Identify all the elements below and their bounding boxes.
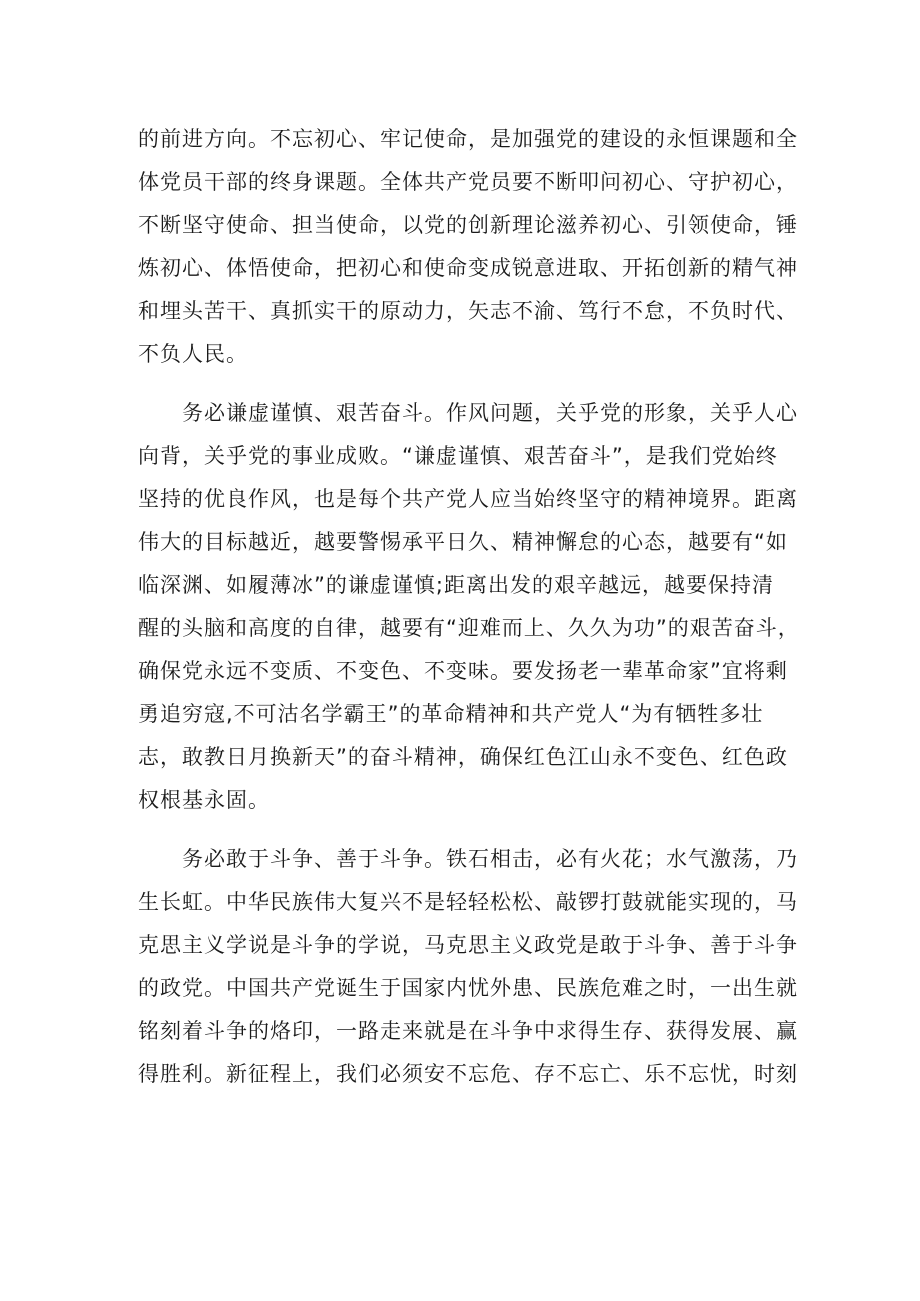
text-line: 临深渊、如履薄冰”的谦虚谨慎;距离出发的艰辛越远，越要保持清 [138,573,774,597]
text-line: 不断坚守使命、担当使命，以党的创新理论滋养初心、引领使命，锤 [138,213,798,237]
paragraph-1 [138,118,808,376]
document-body [138,118,808,1096]
text-line: 得胜利。新征程上，我们必须安不忘危、存不忘亡、乐不忘忧，时刻 [138,1062,798,1086]
text-line: 坚持的优良作风，也是每个共产党人应当始终坚守的精神境界。距离 [138,487,798,511]
text-line: 志，敢教日月换新天”的奋斗精神，确保红色江山永不变色、红色政 [138,745,788,769]
text-line: 不负人民。 [138,342,248,366]
text-line: 勇追穷寇,不可沽名学霸王”的革命精神和共产党人“为有牺牲多壮 [138,702,764,726]
text-line: 炼初心、体悟使命，把初心和使命变成锐意进取、开拓创新的精气神 [138,256,798,280]
text-line: 的政党。中国共产党诞生于国家内忧外患、民族危难之时，一出生就 [138,976,798,1000]
text-line: 伟大的目标越近，越要警惕承平日久、精神懈怠的心态，越要有“如 [138,530,788,554]
paragraph-3 [138,838,808,1096]
text-line: 务必敢于斗争、善于斗争。铁石相击，必有火花；水气激荡，乃 [138,847,798,871]
text-line: 生长虹。中华民族伟大复兴不是轻轻松松、敲锣打鼓就能实现的，马 [138,890,798,914]
text-line: 克思主义学说是斗争的学说，马克思主义政党是敢于斗争、善于斗争 [138,933,798,957]
paragraph-2 [138,392,808,822]
text-line: 和埋头苦干、真抓实干的原动力，矢志不渝、笃行不怠，不负时代、 [138,299,798,323]
text-line: 醒的头脑和高度的自律，越要有“迎难而上、久久为功”的艰苦奋斗， [138,616,800,640]
text-line: 向背，关乎党的事业成败。“谦虚谨慎、艰苦奋斗”，是我们党始终 [138,444,778,468]
text-line: 铭刻着斗争的烙印，一路走来就是在斗争中求得生存、获得发展、赢 [138,1019,798,1043]
text-line: 确保党永远不变质、不变色、不变味。要发扬老一辈革命家”宜将剩 [138,659,788,683]
paragraph-gap [138,376,808,392]
text-line: 务必谦虚谨慎、艰苦奋斗。作风问题，关乎党的形象，关乎人心 [138,401,798,425]
text-line: 的前进方向。不忘初心、牢记使命，是加强党的建设的永恒课题和全 [138,127,798,151]
text-line: 体党员干部的终身课题。全体共产党员要不断叩问初心、守护初心， [138,170,798,194]
paragraph-gap [138,822,808,838]
text-line: 权根基永固。 [138,788,270,812]
